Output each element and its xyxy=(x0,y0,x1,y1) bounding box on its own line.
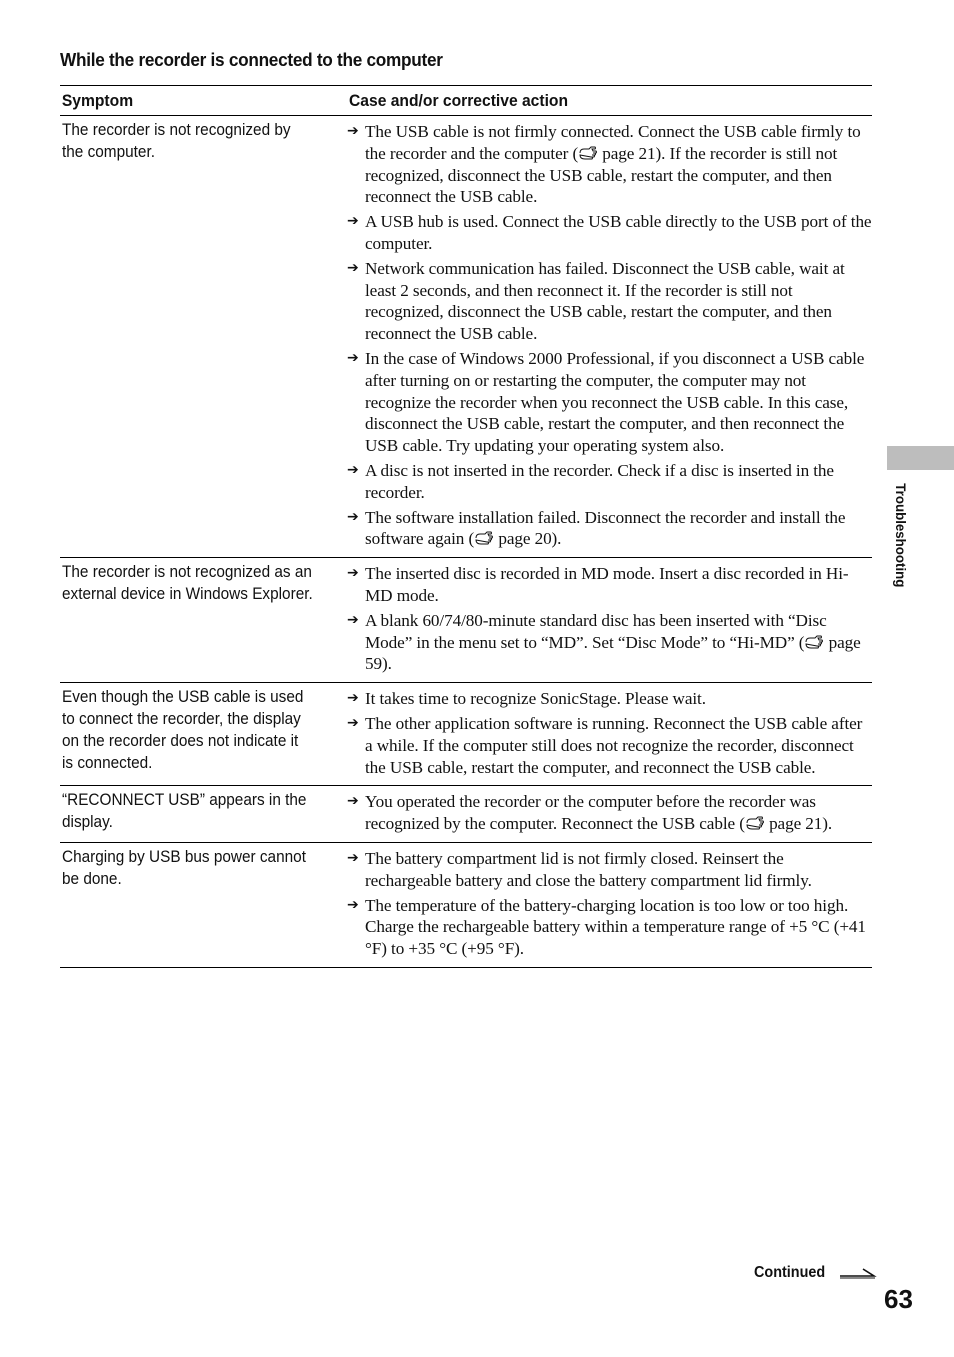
action-cell xyxy=(347,790,872,838)
pointing-hand-icon xyxy=(578,144,602,163)
arrow-right-icon: ➔ xyxy=(347,896,359,913)
table-row xyxy=(60,786,872,843)
action-item xyxy=(347,610,872,675)
table-row xyxy=(60,558,872,683)
symptom-cell xyxy=(60,790,347,838)
continued-label: Continued xyxy=(754,1264,826,1281)
action-text: page 20). xyxy=(498,529,562,549)
action-item xyxy=(347,688,872,710)
section-tab xyxy=(887,446,954,470)
symptom-text: Even though the USB cable is used to connect the recorder, the display on the recorder does not indicate it is connected. xyxy=(62,688,304,772)
continued-indicator xyxy=(754,1264,877,1282)
symptom-cell xyxy=(60,687,347,781)
arrow-right-icon: ➔ xyxy=(347,213,359,230)
action-cell xyxy=(347,847,872,963)
arrow-right-icon: ➔ xyxy=(347,714,359,731)
symptom-cell xyxy=(60,562,347,678)
action-text: page 21). xyxy=(769,814,833,834)
arrow-right-icon: ➔ xyxy=(347,690,359,707)
action-text: A disc is not inserted in the recorder. Check if a disc is inserted in the recorder. xyxy=(365,460,834,502)
table-row xyxy=(60,843,872,968)
action-cell xyxy=(347,687,872,781)
action-text: A USB hub is used. Connect the USB cable directly to the USB port of the computer. xyxy=(365,212,872,253)
section-title: While the recorder is connected to the computer xyxy=(60,49,443,70)
arrow-right-icon: ➔ xyxy=(347,349,359,366)
table-row xyxy=(60,116,872,558)
action-item xyxy=(347,348,872,457)
action-text: The other application software is running. Reconnect the USB cable after a while. If the computer still does not recognize the recorder, disconnect the USB cable, restart the computer, and reconnect the USB cable. xyxy=(365,713,863,777)
action-item xyxy=(347,895,872,960)
action-text: page 59). xyxy=(365,632,861,674)
table-header xyxy=(60,86,872,116)
troubleshooting-table xyxy=(60,85,872,968)
header-symptom: Symptom xyxy=(61,90,134,110)
arrow-right-icon: ➔ xyxy=(347,123,359,139)
symptom-cell xyxy=(60,847,347,963)
page-number: 63 xyxy=(884,1284,913,1314)
pointing-hand-icon xyxy=(745,814,769,833)
arrow-right-icon: ➔ xyxy=(347,461,359,478)
pointing-hand-icon xyxy=(804,633,828,652)
action-text: You operated the recorder or the computer before the recorder was recognized by the computer. Reconnect the USB cable ( xyxy=(365,792,816,834)
action-item xyxy=(347,713,872,778)
header-action: Case and/or corrective action xyxy=(349,90,569,110)
action-item xyxy=(347,460,872,504)
symptom-text: Charging by USB bus power cannot be done. xyxy=(62,847,306,888)
action-text: A blank 60/74/80-minute standard disc has been inserted with “Disc Mode” in the menu set to “MD”. Set “Disc Mode” to “Hi-MD” ( xyxy=(365,610,827,652)
action-text: The inserted disc is recorded in MD mode. Insert a disc recorded in Hi-MD mode. xyxy=(365,564,849,605)
action-text: The battery compartment lid is not firmly closed. Reinsert the rechargeable battery and close the battery compartment lid firmly. xyxy=(365,848,812,890)
action-item xyxy=(347,211,872,255)
arrow-right-icon: ➔ xyxy=(347,508,359,525)
action-item xyxy=(347,791,872,835)
arrow-right-icon: ➔ xyxy=(347,259,359,276)
action-cell xyxy=(347,120,872,553)
arrow-right-icon: ➔ xyxy=(347,793,359,810)
action-item xyxy=(347,258,872,345)
symptom-text: The recorder is not recognized by the computer. xyxy=(62,121,291,161)
symptom-text: “RECONNECT USB” appears in the display. xyxy=(62,791,307,832)
action-text: It takes time to recognize SonicStage. Please wait. xyxy=(365,689,706,709)
arrow-right-icon: ➔ xyxy=(347,849,359,866)
action-item xyxy=(347,121,872,208)
action-cell xyxy=(347,562,872,678)
pointing-hand-icon xyxy=(474,529,498,548)
action-text: The temperature of the battery-charging location is too low or too high. Charge the rechargeable battery within a temperature range of +5 °C (+41 °F) to +35 °C (+95 °F). xyxy=(365,895,866,959)
arrow-right-icon: ➔ xyxy=(347,565,359,582)
arrow-right-icon: ➔ xyxy=(347,611,359,628)
action-text: The software installation failed. Disconnect the recorder and install the software again ( xyxy=(365,507,846,549)
table-body xyxy=(60,116,872,968)
action-item xyxy=(347,563,872,607)
action-item xyxy=(347,848,872,892)
symptom-cell xyxy=(60,120,347,553)
action-text: Network communication has failed. Disconnect the USB cable, wait at least 2 seconds, and then reconnect it. If the recorder is still not recognized, disconnect the USB cable, restart the computer, and then reconnect the USB cable. xyxy=(365,258,845,344)
continued-arrow-icon xyxy=(839,1267,877,1279)
action-text: page 21). If the recorder is still not recognized, disconnect the USB cable, restart the computer, and then reconnect the USB cable. xyxy=(365,143,838,207)
section-label: Troubleshooting xyxy=(893,483,909,588)
action-text: In the case of Windows 2000 Professional, if you disconnect a USB cable after turning on or restarting the computer, the computer may not recognize the recorder when you reconnect the USB cable. In this case, disconnect the USB cable, restart the computer, and then reconnect the USB cable. Try updating your operating system also. xyxy=(365,348,865,456)
table-row xyxy=(60,683,872,786)
action-text: The USB cable is not firmly connected. Connect the USB cable firmly to the recorder and the computer ( xyxy=(365,122,861,163)
action-item xyxy=(347,507,872,551)
symptom-text: The recorder is not recognized as an external device in Windows Explorer. xyxy=(62,563,313,603)
